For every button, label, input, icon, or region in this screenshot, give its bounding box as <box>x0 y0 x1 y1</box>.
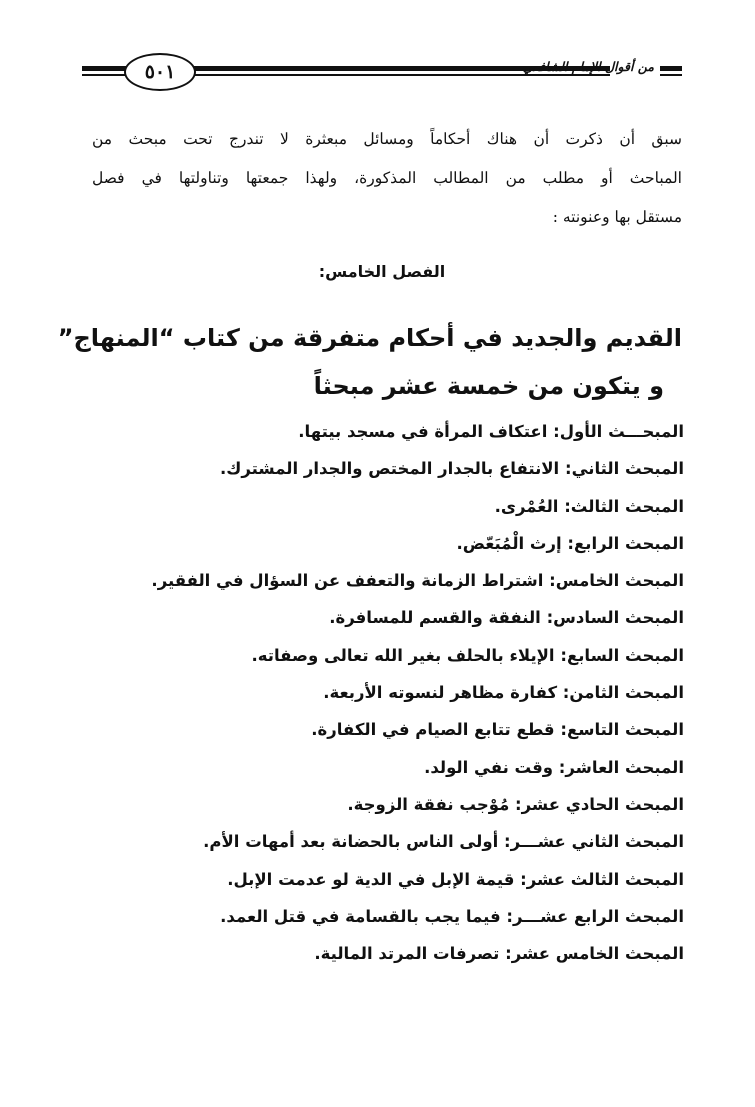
section-label: المبحث الرابع: <box>567 533 684 553</box>
section-text: كفارة مظاهر لنسوته الأربعة. <box>323 683 563 703</box>
section-item <box>110 823 684 860</box>
section-item <box>110 786 684 823</box>
chapter-title <box>57 314 682 410</box>
section-text: إرث الْمُبَعّض. <box>456 533 568 553</box>
chapter-label: الفصل الخامس: <box>318 262 446 281</box>
sections-list <box>110 413 684 972</box>
chapter-title-line-1: القديم والجديد في أحكام متفرقة من كتاب “المنهاج” <box>57 324 682 352</box>
section-text: اعتكاف المرأة في مسجد بيتها. <box>298 422 554 441</box>
intro-paragraph <box>92 120 682 237</box>
header-rule-left <box>82 66 128 78</box>
section-text: تصرفات المرتد المالية. <box>314 944 506 964</box>
section-item <box>110 562 684 599</box>
section-item <box>110 488 684 525</box>
section-text: النفقة والقسم للمسافرة. <box>329 608 547 628</box>
page-number: ٥٠١ <box>124 53 196 91</box>
section-text: وقت نفي الولد. <box>424 757 559 777</box>
section-label: المبحث الثاني عشـــر: <box>503 832 684 852</box>
section-label: المبحث الثالث عشر: <box>520 869 684 889</box>
section-label: المبحث العاشر: <box>558 757 684 777</box>
section-item <box>110 637 684 674</box>
section-label: المبحث الثالث: <box>564 496 684 516</box>
section-text: العُمْرى. <box>494 496 565 516</box>
section-label: المبحث السادس: <box>546 608 684 628</box>
section-text: الإيلاء بالحلف بغير الله تعالى وصفاته. <box>251 645 561 665</box>
section-text: الانتفاع بالجدار المختص والجدار المشترك. <box>220 459 565 479</box>
section-text: قطع تتابع الصيام في الكفارة. <box>311 720 561 740</box>
section-label: المبحث السابع: <box>560 645 684 665</box>
section-text: قيمة الإبل في الدية لو عدمت الإبل. <box>227 869 521 889</box>
section-label: المبحث التاسع: <box>560 720 684 740</box>
intro-line: المباحث أو مطلب من المطالب المذكورة، ولهذا جمعتها وتناولتها في فصل <box>92 169 682 187</box>
section-label: المبحث الخامس: <box>549 571 684 591</box>
section-item <box>110 935 684 972</box>
section-item <box>110 749 684 786</box>
section-item <box>110 450 684 487</box>
section-item <box>110 898 684 935</box>
section-label: المبحث الثامن: <box>562 683 684 703</box>
section-label: المبحث الرابع عشـــر: <box>506 906 684 926</box>
section-item <box>110 711 684 748</box>
chapter-title-line-2: و يتكون من خمسة عشر مبحثاً <box>313 372 664 400</box>
section-item <box>110 525 684 562</box>
running-header <box>82 52 682 98</box>
section-item <box>110 599 684 636</box>
intro-line: سبق أن ذكرت أن هناك أحكاماً ومسائل مبعثرة لا تندرج تحت مبحث من <box>92 130 682 148</box>
section-label: المبحـــث الأول: <box>553 422 684 441</box>
section-label: المبحث الحادي عشر: <box>515 794 684 814</box>
header-rule-mark <box>660 66 682 78</box>
section-text: مُوْجب نفقة الزوجة. <box>347 794 516 814</box>
section-label: المبحث الخامس عشر: <box>505 944 684 964</box>
section-item <box>110 674 684 711</box>
section-text: فيما يجب بالقسامة في قتل العمد. <box>220 906 507 926</box>
book-title: من أقوال الإمام الشافعي <box>522 59 654 74</box>
section-item <box>110 861 684 898</box>
section-item <box>110 413 684 450</box>
intro-line: مستقل بها وعنونته : <box>552 208 682 226</box>
section-text: أولى الناس بالحضانة بعد أمهات الأم. <box>203 832 504 852</box>
section-label: المبحث الثاني: <box>564 459 684 479</box>
section-text: اشتراط الزمانة والتعفف عن السؤال في الفقير. <box>151 571 550 591</box>
